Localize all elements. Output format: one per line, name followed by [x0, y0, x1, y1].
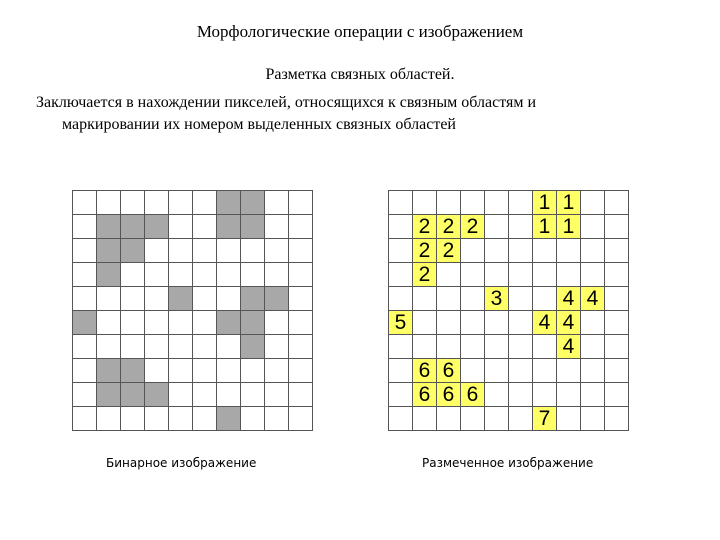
binary-pixel-foreground	[73, 311, 97, 335]
unlabeled-pixel	[485, 215, 509, 239]
binary-pixel-background	[97, 335, 121, 359]
labeled-pixel: 2	[413, 215, 437, 239]
labeled-pixel: 7	[533, 407, 557, 431]
binary-pixel-foreground	[97, 263, 121, 287]
binary-pixel-background	[193, 191, 217, 215]
binary-image-grid	[72, 190, 313, 431]
binary-pixel-background	[121, 407, 145, 431]
binary-pixel-background	[265, 407, 289, 431]
binary-pixel-background	[289, 287, 313, 311]
unlabeled-pixel	[533, 263, 557, 287]
unlabeled-pixel	[605, 383, 629, 407]
binary-pixel-background	[73, 383, 97, 407]
binary-pixel-background	[265, 359, 289, 383]
unlabeled-pixel	[581, 335, 605, 359]
unlabeled-pixel	[389, 191, 413, 215]
unlabeled-pixel	[485, 311, 509, 335]
binary-pixel-foreground	[265, 287, 289, 311]
binary-pixel-background	[193, 215, 217, 239]
unlabeled-pixel	[533, 239, 557, 263]
binary-pixel-background	[265, 215, 289, 239]
unlabeled-pixel	[533, 383, 557, 407]
binary-pixel-background	[193, 383, 217, 407]
unlabeled-pixel	[509, 263, 533, 287]
labeled-pixel: 1	[557, 191, 581, 215]
binary-pixel-background	[169, 191, 193, 215]
binary-pixel-background	[145, 311, 169, 335]
binary-pixel-background	[289, 263, 313, 287]
binary-pixel-background	[193, 311, 217, 335]
unlabeled-pixel	[605, 239, 629, 263]
unlabeled-pixel	[509, 311, 533, 335]
unlabeled-pixel	[605, 335, 629, 359]
binary-pixel-background	[265, 335, 289, 359]
binary-pixel-background	[241, 383, 265, 407]
unlabeled-pixel	[605, 311, 629, 335]
labeled-image-caption: Размеченное изображение	[422, 456, 594, 470]
binary-pixel-background	[217, 239, 241, 263]
unlabeled-pixel	[509, 215, 533, 239]
binary-pixel-background	[289, 359, 313, 383]
binary-pixel-foreground	[121, 215, 145, 239]
unlabeled-pixel	[485, 263, 509, 287]
labeled-pixel: 6	[413, 383, 437, 407]
binary-pixel-foreground	[97, 239, 121, 263]
unlabeled-pixel	[605, 191, 629, 215]
unlabeled-pixel	[581, 239, 605, 263]
description-line-1: Заключается в нахождении пикселей, относящихся к связным областям и	[36, 94, 537, 111]
unlabeled-pixel	[389, 215, 413, 239]
unlabeled-pixel	[413, 191, 437, 215]
unlabeled-pixel	[461, 407, 485, 431]
unlabeled-pixel	[605, 263, 629, 287]
binary-pixel-background	[121, 287, 145, 311]
unlabeled-pixel	[581, 407, 605, 431]
binary-pixel-background	[193, 287, 217, 311]
unlabeled-pixel	[605, 287, 629, 311]
unlabeled-pixel	[605, 359, 629, 383]
binary-pixel-foreground	[97, 383, 121, 407]
binary-pixel-background	[169, 359, 193, 383]
binary-pixel-background	[73, 287, 97, 311]
binary-pixel-background	[169, 215, 193, 239]
unlabeled-pixel	[413, 335, 437, 359]
unlabeled-pixel	[533, 287, 557, 311]
unlabeled-pixel	[485, 335, 509, 359]
unlabeled-pixel	[581, 311, 605, 335]
binary-pixel-background	[217, 287, 241, 311]
unlabeled-pixel	[389, 407, 413, 431]
binary-pixel-background	[145, 359, 169, 383]
unlabeled-pixel	[437, 287, 461, 311]
unlabeled-pixel	[461, 239, 485, 263]
labeled-pixel: 6	[437, 359, 461, 383]
binary-pixel-background	[217, 335, 241, 359]
binary-pixel-background	[241, 239, 265, 263]
unlabeled-pixel	[437, 191, 461, 215]
binary-pixel-background	[241, 263, 265, 287]
binary-pixel-background	[289, 383, 313, 407]
binary-pixel-foreground	[121, 239, 145, 263]
binary-pixel-foreground	[217, 191, 241, 215]
labeled-pixel: 6	[461, 383, 485, 407]
binary-pixel-background	[73, 215, 97, 239]
binary-pixel-foreground	[217, 407, 241, 431]
binary-pixel-background	[289, 407, 313, 431]
unlabeled-pixel	[509, 191, 533, 215]
binary-pixel-background	[289, 191, 313, 215]
labeled-pixel: 4	[557, 335, 581, 359]
unlabeled-pixel	[509, 287, 533, 311]
binary-pixel-background	[73, 407, 97, 431]
unlabeled-pixel	[581, 215, 605, 239]
binary-pixel-foreground	[121, 383, 145, 407]
binary-pixel-foreground	[217, 311, 241, 335]
labeled-pixel: 6	[437, 383, 461, 407]
unlabeled-pixel	[509, 383, 533, 407]
binary-pixel-background	[73, 191, 97, 215]
binary-pixel-foreground	[241, 215, 265, 239]
unlabeled-pixel	[437, 407, 461, 431]
unlabeled-pixel	[461, 359, 485, 383]
unlabeled-pixel	[461, 335, 485, 359]
binary-pixel-background	[217, 359, 241, 383]
binary-pixel-background	[73, 335, 97, 359]
labeled-pixel: 2	[437, 239, 461, 263]
unlabeled-pixel	[509, 359, 533, 383]
unlabeled-pixel	[509, 239, 533, 263]
unlabeled-pixel	[389, 383, 413, 407]
unlabeled-pixel	[413, 311, 437, 335]
binary-pixel-background	[289, 335, 313, 359]
labeled-pixel: 5	[389, 311, 413, 335]
unlabeled-pixel	[461, 311, 485, 335]
binary-pixel-background	[145, 287, 169, 311]
labeled-pixel: 4	[557, 311, 581, 335]
binary-pixel-background	[265, 263, 289, 287]
page-title: Морфологические операции с изображением	[196, 22, 524, 41]
unlabeled-pixel	[581, 191, 605, 215]
binary-pixel-background	[265, 239, 289, 263]
unlabeled-pixel	[389, 359, 413, 383]
binary-pixel-foreground	[121, 359, 145, 383]
labeled-pixel: 3	[485, 287, 509, 311]
unlabeled-pixel	[413, 287, 437, 311]
unlabeled-pixel	[437, 311, 461, 335]
labeled-pixel: 1	[533, 191, 557, 215]
unlabeled-pixel	[461, 191, 485, 215]
binary-pixel-background	[97, 311, 121, 335]
binary-pixel-background	[193, 239, 217, 263]
labeled-pixel: 4	[533, 311, 557, 335]
unlabeled-pixel	[437, 263, 461, 287]
binary-pixel-background	[73, 263, 97, 287]
unlabeled-pixel	[509, 407, 533, 431]
binary-pixel-foreground	[145, 215, 169, 239]
unlabeled-pixel	[485, 383, 509, 407]
labeled-image-grid	[388, 190, 629, 431]
labeled-pixel: 2	[413, 239, 437, 263]
binary-image-caption: Бинарное изображение	[106, 456, 257, 470]
binary-pixel-background	[265, 383, 289, 407]
labeled-pixel: 4	[557, 287, 581, 311]
binary-pixel-foreground	[97, 215, 121, 239]
binary-pixel-background	[121, 311, 145, 335]
binary-pixel-background	[169, 263, 193, 287]
unlabeled-pixel	[389, 287, 413, 311]
binary-pixel-background	[193, 359, 217, 383]
binary-pixel-background	[145, 191, 169, 215]
description-line-2: маркировании их номером выделенных связных областей	[62, 116, 456, 133]
binary-pixel-background	[121, 335, 145, 359]
section-subtitle: Разметка связных областей.	[265, 66, 455, 83]
binary-pixel-foreground	[217, 215, 241, 239]
binary-pixel-background	[121, 263, 145, 287]
unlabeled-pixel	[485, 359, 509, 383]
binary-pixel-background	[97, 407, 121, 431]
unlabeled-pixel	[605, 215, 629, 239]
unlabeled-pixel	[461, 263, 485, 287]
unlabeled-pixel	[461, 287, 485, 311]
unlabeled-pixel	[557, 383, 581, 407]
binary-pixel-background	[145, 407, 169, 431]
labeled-pixel: 1	[533, 215, 557, 239]
binary-pixel-foreground	[241, 287, 265, 311]
labeled-pixel: 2	[461, 215, 485, 239]
unlabeled-pixel	[389, 263, 413, 287]
binary-pixel-background	[265, 311, 289, 335]
binary-pixel-foreground	[241, 311, 265, 335]
unlabeled-pixel	[509, 335, 533, 359]
binary-pixel-background	[169, 239, 193, 263]
unlabeled-pixel	[389, 239, 413, 263]
unlabeled-pixel	[485, 407, 509, 431]
binary-pixel-foreground	[145, 383, 169, 407]
binary-pixel-background	[97, 287, 121, 311]
binary-pixel-background	[97, 191, 121, 215]
unlabeled-pixel	[557, 359, 581, 383]
binary-pixel-background	[73, 359, 97, 383]
unlabeled-pixel	[605, 407, 629, 431]
unlabeled-pixel	[413, 407, 437, 431]
binary-pixel-background	[241, 359, 265, 383]
labeled-pixel: 2	[413, 263, 437, 287]
binary-pixel-foreground	[241, 335, 265, 359]
binary-pixel-background	[289, 215, 313, 239]
binary-pixel-background	[265, 191, 289, 215]
labeled-pixel: 4	[581, 287, 605, 311]
labeled-pixel: 2	[437, 215, 461, 239]
binary-pixel-foreground	[241, 191, 265, 215]
unlabeled-pixel	[581, 383, 605, 407]
binary-pixel-background	[145, 263, 169, 287]
unlabeled-pixel	[485, 239, 509, 263]
unlabeled-pixel	[533, 359, 557, 383]
unlabeled-pixel	[557, 263, 581, 287]
binary-pixel-background	[193, 335, 217, 359]
binary-pixel-background	[217, 263, 241, 287]
binary-pixel-background	[73, 239, 97, 263]
binary-pixel-background	[145, 335, 169, 359]
binary-pixel-background	[169, 335, 193, 359]
binary-pixel-background	[193, 407, 217, 431]
binary-pixel-background	[193, 263, 217, 287]
unlabeled-pixel	[389, 335, 413, 359]
unlabeled-pixel	[557, 407, 581, 431]
binary-pixel-foreground	[169, 287, 193, 311]
unlabeled-pixel	[581, 263, 605, 287]
binary-pixel-background	[289, 239, 313, 263]
unlabeled-pixel	[533, 335, 557, 359]
binary-pixel-background	[145, 239, 169, 263]
unlabeled-pixel	[437, 335, 461, 359]
labeled-pixel: 1	[557, 215, 581, 239]
unlabeled-pixel	[485, 191, 509, 215]
binary-pixel-background	[169, 407, 193, 431]
binary-pixel-background	[217, 383, 241, 407]
labeled-pixel: 6	[413, 359, 437, 383]
binary-pixel-foreground	[97, 359, 121, 383]
description	[36, 92, 676, 136]
binary-pixel-background	[241, 407, 265, 431]
unlabeled-pixel	[581, 359, 605, 383]
binary-pixel-background	[169, 311, 193, 335]
unlabeled-pixel	[557, 239, 581, 263]
binary-pixel-background	[289, 311, 313, 335]
binary-pixel-background	[169, 383, 193, 407]
binary-pixel-background	[121, 191, 145, 215]
